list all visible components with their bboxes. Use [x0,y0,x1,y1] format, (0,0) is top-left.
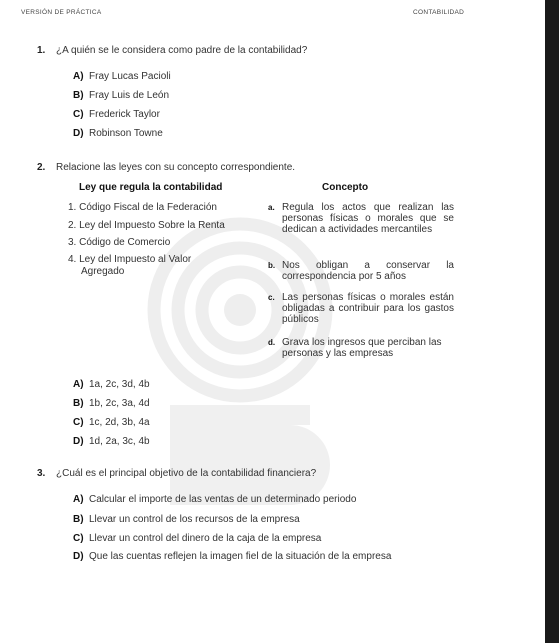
q2-option-c[interactable] [73,417,150,428]
q1-option-b-letter: B) [73,90,84,101]
q2-option-a[interactable] [73,379,150,390]
q2-option-b-letter: B) [73,398,84,409]
concept-c-text: Las personas físicas o morales están obligadas a contribuir para los gastos públicos [282,292,454,325]
right-column-header: Concepto [322,182,369,193]
q3-option-a-text: Calcular el importe de las ventas de un determinado periodo [89,494,357,505]
q2-option-b[interactable] [73,398,150,409]
question-3-number: 3. [37,468,46,479]
q2-option-c-text: 1c, 2d, 3b, 4a [89,417,150,428]
concept-b-letter: b. [268,261,276,270]
q2-option-d-text: 1d, 2a, 3c, 4b [89,436,150,447]
concept-item-c [268,292,454,325]
q1-option-c-letter: C) [73,109,84,120]
concept-item-b [268,260,454,282]
concept-a-text: Regula los actos que realizan las personas físicas o morales que se dedican a actividades mercantiles [282,202,454,235]
question-1-number: 1. [37,45,46,56]
q3-option-c-letter: C) [73,533,84,544]
q2-option-d-letter: D) [73,436,84,447]
q3-option-b-letter: B) [73,514,84,525]
q3-option-b-text: Llevar un control de los recursos de la empresa [89,514,300,525]
concept-item-d [268,337,454,359]
q3-option-c-text: Llevar un control del dinero de la caja de la empresa [89,533,322,544]
header-subject: CONTABILIDAD [413,9,465,16]
law-item-4-continued: Agregado [81,266,125,277]
q1-option-a-letter: A) [73,71,84,82]
left-column-header: Ley que regula la contabilidad [79,182,223,193]
law-item-1: 1. Código Fiscal de la Federación [68,202,217,213]
question-1-text: ¿A quién se le considera como padre de la contabilidad? [56,45,308,56]
q2-option-c-letter: C) [73,417,84,428]
q2-option-a-text: 1a, 2c, 3d, 4b [89,379,150,390]
q3-option-b[interactable] [73,514,300,525]
question-3-text: ¿Cuál es el principal objetivo de la contabilidad financiera? [56,468,317,479]
q1-option-c-text: Frederick Taylor [89,109,160,120]
q1-option-d-text: Robinson Towne [89,128,163,139]
q1-option-c[interactable] [73,109,160,120]
q1-option-d[interactable] [73,128,163,139]
q3-option-d[interactable] [73,551,391,562]
q1-option-a-text: Fray Lucas Pacioli [89,71,171,82]
q3-option-a-letter: A) [73,494,84,505]
q2-option-d[interactable] [73,436,150,447]
q3-option-d-letter: D) [73,551,84,562]
concept-a-letter: a. [268,203,275,212]
law-item-3: 3. Código de Comercio [68,237,171,248]
law-item-2: 2. Ley del Impuesto Sobre la Renta [68,220,225,231]
q1-option-d-letter: D) [73,128,84,139]
header-version: VERSIÓN DE PRÁCTICA [21,9,102,16]
concept-item-a [268,202,454,235]
q2-option-b-text: 1b, 2c, 3a, 4d [89,398,150,409]
question-2-text: Relacione las leyes con su concepto correspondiente. [56,162,296,173]
right-edge-bar [545,0,559,643]
q3-option-a[interactable] [73,494,356,505]
concept-c-letter: c. [268,293,275,302]
question-2-number: 2. [37,162,46,173]
concept-d-letter: d. [268,338,276,347]
q1-option-a[interactable] [73,71,171,82]
q3-option-d-text: Que las cuentas reflejen la imagen fiel de la situación de la empresa [89,551,392,562]
concept-b-text: Nos obligan a conservar la correspondencia por 5 años [282,260,454,282]
law-item-4: 4. Ley del Impuesto al Valor [68,254,192,265]
concept-d-text: Grava los ingresos que perciban las personas y las empresas [282,337,442,359]
q1-option-b-text: Fray Luis de León [89,90,170,101]
q3-option-c[interactable] [73,533,321,544]
q1-option-b[interactable] [73,90,169,101]
q2-option-a-letter: A) [73,379,84,390]
